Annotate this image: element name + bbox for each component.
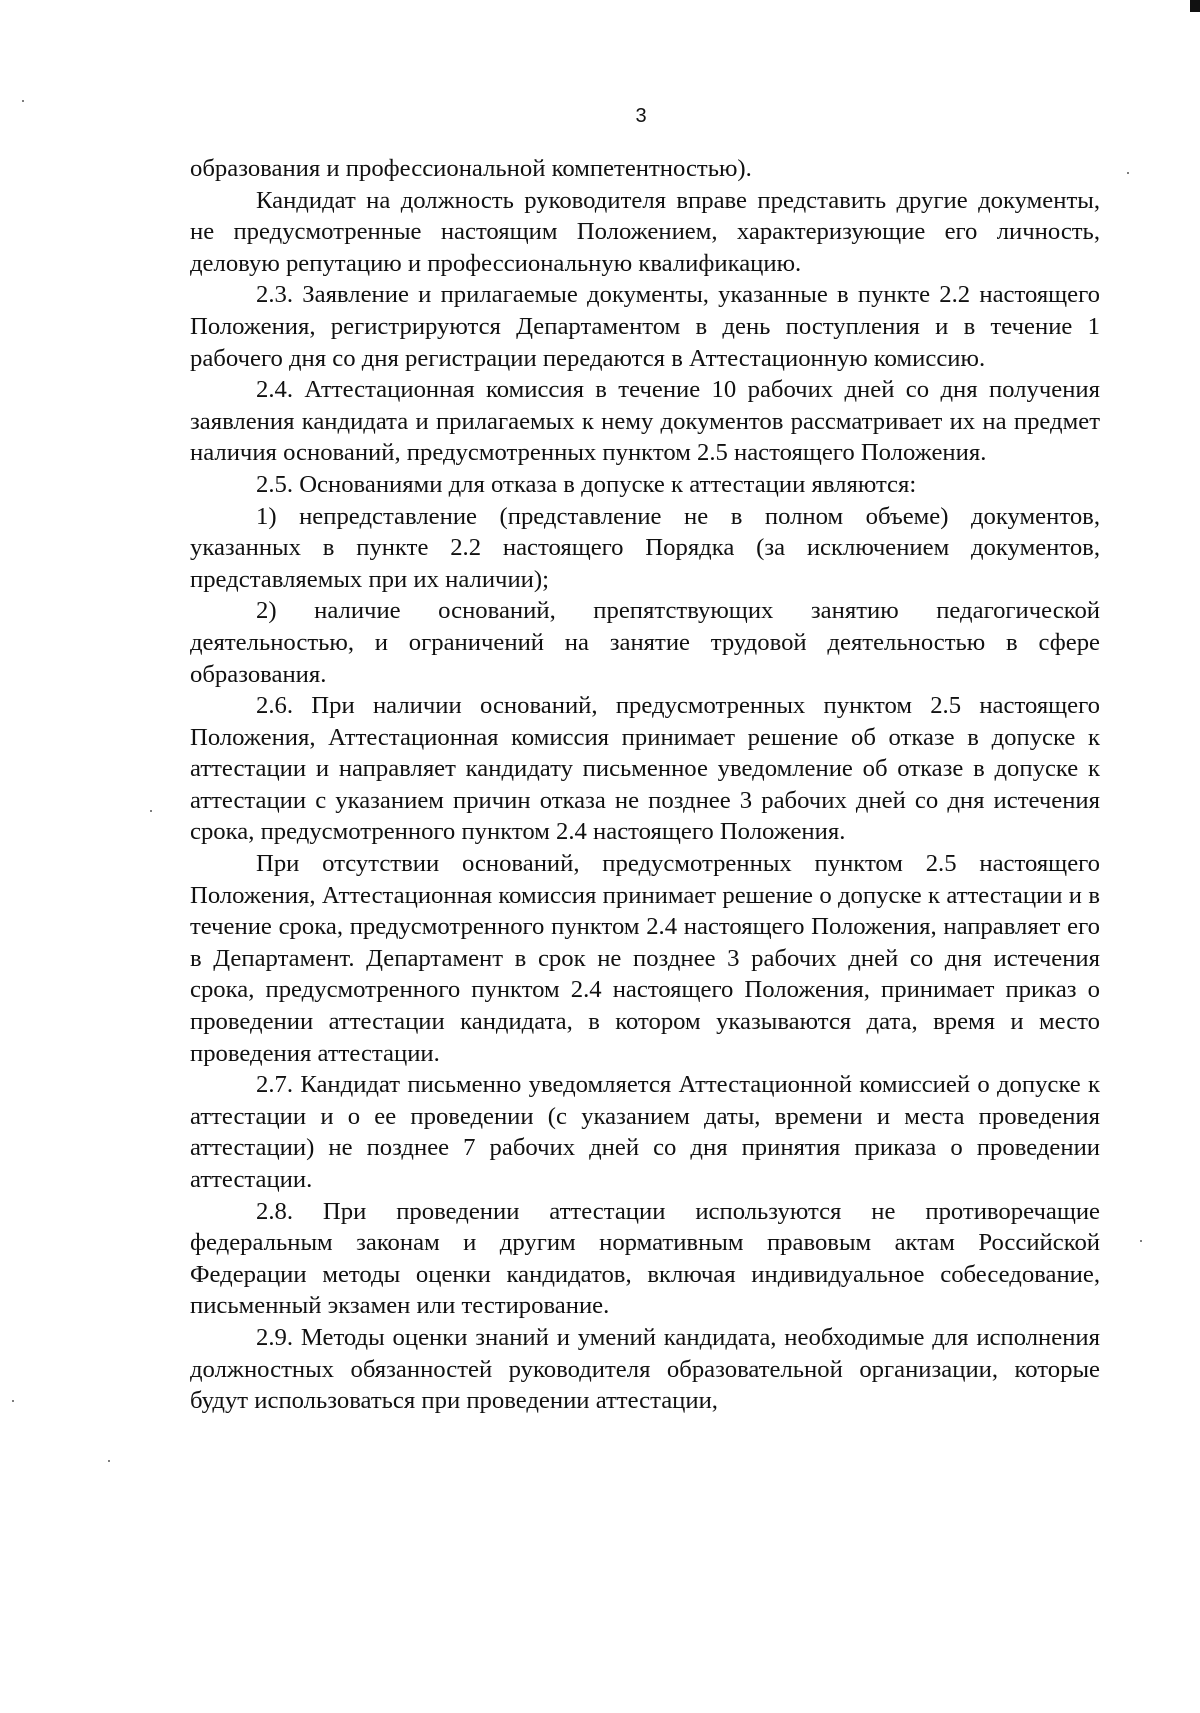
paragraph-2-5: 2.5. Основаниями для отказа в допуске к аттестации являются: bbox=[256, 470, 917, 498]
scan-speck bbox=[22, 100, 24, 102]
paragraph-2-8: 2.8. При проведении аттестации используются не противоречащие федеральным законам и другим нормативным правовым актам Российской Федерации методы оценки кандидатов, включая индивидуальное собеседование, письменный экзамен или тестирование. bbox=[190, 1197, 1100, 1320]
paragraph-2-5-item-2: 2) наличие оснований, препятствующих занятию педагогической деятельностью, и ограничений на занятие трудовой деятельностью в сфере образования. bbox=[190, 597, 1100, 688]
paragraph-continuation: образования и профессиональной компетентностью). bbox=[190, 155, 752, 182]
paragraph-candidate-documents: Кандидат на должность руководителя вправе представить другие документы, не предусмотренные настоящим Положением, характеризующие его личность, деловую репутацию и профессиональную квалификацию. bbox=[190, 186, 1100, 277]
paragraph-2-4: 2.4. Аттестационная комиссия в течение 10 рабочих дней со дня получения заявления кандидата и прилагаемых к нему документов рассматривает их на предмет наличия оснований, предусмотренных пунктом 2.5 настоящего Положения. bbox=[190, 376, 1100, 467]
scan-speck bbox=[12, 1400, 14, 1402]
paragraph-2-9: 2.9. Методы оценки знаний и умений кандидата, необходимые для исполнения должностных обязанностей руководителя образовательной организации, которые будут использоваться при проведении аттестации, bbox=[190, 1323, 1100, 1415]
scan-edge-mark bbox=[1190, 0, 1200, 12]
scan-speck bbox=[1127, 172, 1129, 174]
document-body bbox=[190, 153, 1100, 1417]
scan-speck bbox=[150, 810, 152, 812]
paragraph-2-7: 2.7. Кандидат письменно уведомляется Аттестационной комиссией о допуске к аттестации и о ее проведении (с указанием даты, времени и места проведения аттестации) не позднее 7 рабочих дней со дня принятия приказа о проведении аттестации. bbox=[190, 1071, 1100, 1193]
page-number: 3 bbox=[635, 105, 647, 127]
paragraph-2-6: 2.6. При наличии оснований, предусмотренных пунктом 2.5 настоящего Положения, Аттестационная комиссия принимает решение об отказе в допуске к аттестации и направляет кандидату письменное уведомление об отказе в допуске к аттестации с указанием причин отказа не позднее 3 рабочих дней со дня истечения срока, предусмотренного пунктом 2.4 настоящего Положения. bbox=[190, 692, 1100, 846]
scan-speck bbox=[1140, 1240, 1142, 1242]
scan-speck bbox=[108, 1460, 110, 1462]
paragraph-admission-decision: При отсутствии оснований, предусмотренных пунктом 2.5 настоящего Положения, Аттестационная комиссия принимает решение о допуске к аттестации и в течение срока, предусмотренного пунктом 2.4 настоящего Положения, направляет его в Департамент. Департамент в срок не позднее 3 рабочих дней со дня истечения срока, предусмотренного пунктом 2.4 настоящего Положения, принимает приказ о проведении аттестации кандидата, в котором указываются дата, время и место проведения аттестации. bbox=[190, 850, 1100, 1067]
paragraph-2-3: 2.3. Заявление и прилагаемые документы, указанные в пункте 2.2 настоящего Положения, регистрируются Департаментом в день поступления и в течение 1 рабочего дня со дня регистрации передаются в Аттестационную комиссию. bbox=[190, 281, 1100, 372]
paragraph-2-5-item-1: 1) непредставление (представление не в полном объеме) документов, указанных в пункте 2.2 настоящего Порядка (за исключением документов, представляемых при их наличии); bbox=[190, 502, 1100, 593]
